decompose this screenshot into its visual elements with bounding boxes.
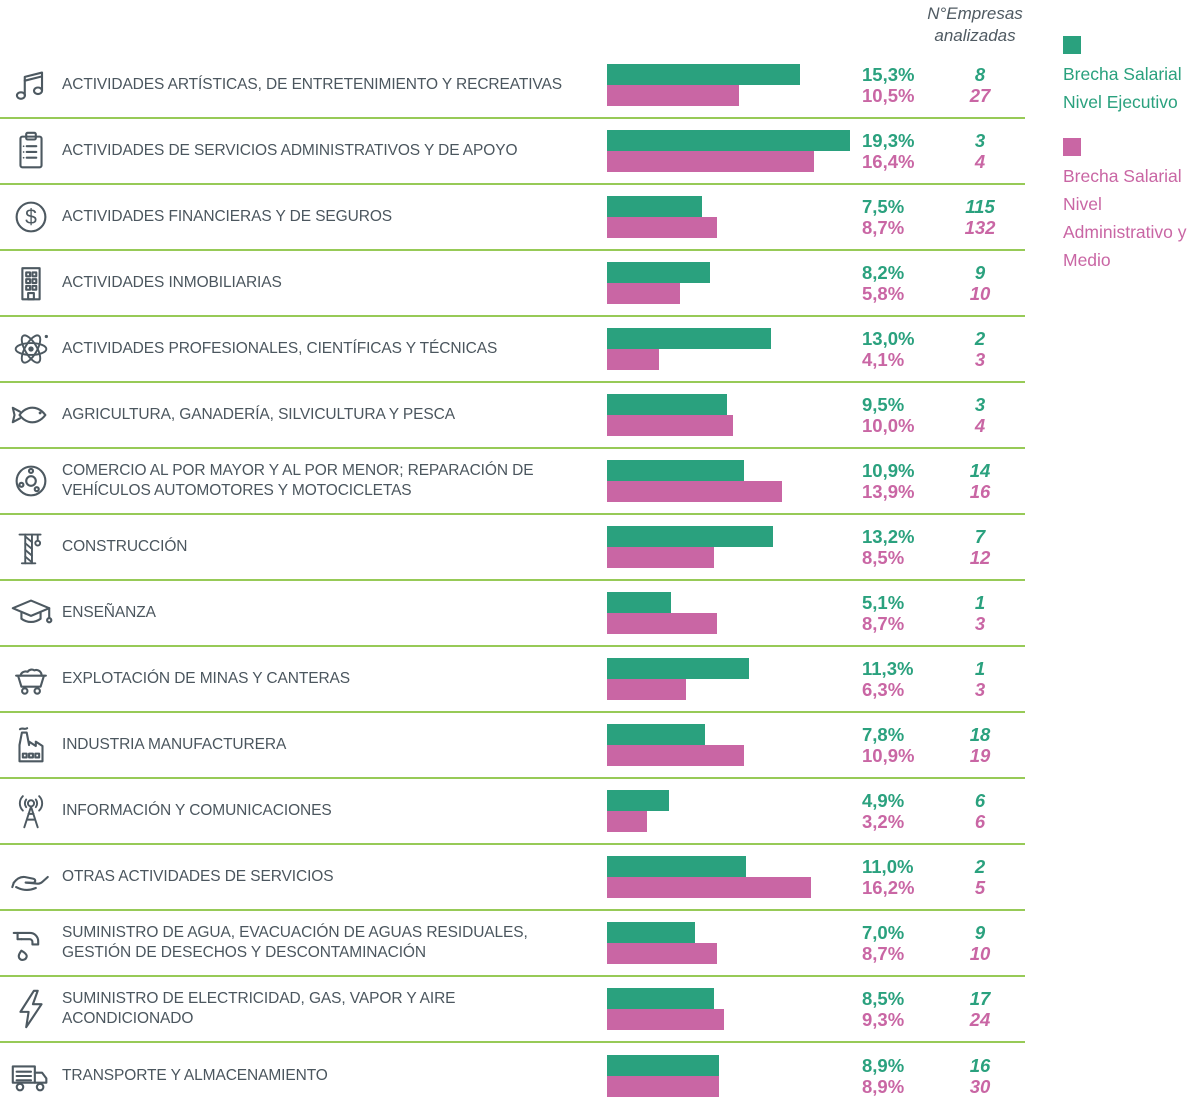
gap-values [857,922,935,965]
sector-label: SUMINISTRO DE ELECTRICIDAD, GAS, VAPOR Y AIRE ACONDICIONADO [62,989,456,1027]
admin-gap-value: 5,8% [862,283,905,304]
exec-companies: 9 [974,261,986,283]
antenna-icon [8,788,54,834]
exec-gap-value: 11,0% [862,855,914,877]
exec-gap-value: 8,9% [862,1054,905,1076]
lightning-icon [8,986,54,1032]
legend [1063,36,1200,274]
sector-icon-slot [0,986,62,1032]
admin-bar [607,745,744,766]
exec-companies: 16 [969,1054,991,1076]
exec-bar [607,328,771,349]
sector-icon-slot [0,1053,62,1099]
clipboard-icon [8,128,54,174]
bar-group [607,130,857,172]
sector-row [0,449,1025,515]
admin-bar [607,811,647,832]
admin-gap-value: 16,4% [862,151,915,172]
bar-group [607,328,857,370]
sector-icon-slot [0,458,62,504]
companies-values [935,262,1025,305]
bar-group [607,922,857,964]
admin-companies: 27 [969,85,991,106]
sector-row [0,53,1025,119]
admin-gap-value: 10,9% [862,745,915,766]
admin-companies: 24 [969,1009,991,1030]
sector-label: OTRAS ACTIVIDADES DE SERVICIOS [62,867,334,885]
bar-group [607,460,857,502]
music-note-icon [8,62,54,108]
exec-companies: 14 [969,459,991,481]
companies-values [935,130,1025,173]
sector-row [0,515,1025,581]
admin-gap-value: 10,0% [862,415,915,436]
companies-values [935,724,1025,767]
building-icon [8,260,54,306]
admin-companies: 16 [969,481,991,502]
sector-label: INDUSTRIA MANUFACTURERA [62,735,287,753]
companies-values [935,856,1025,899]
admin-bar [607,283,680,304]
exec-gap-value: 15,3% [862,63,915,85]
sector-rows [0,53,1025,1109]
sector-row [0,1043,1025,1109]
sector-label: ACTIVIDADES FINANCIERAS Y DE SEGUROS [62,207,393,225]
sector-icon-slot [0,392,62,438]
companies-header-line1: N°Empresas [927,4,1023,23]
exec-companies: 17 [969,987,991,1009]
gap-values [857,724,935,767]
admin-bar [607,679,686,700]
sector-icon-slot [0,854,62,900]
companies-values [935,922,1025,965]
admin-companies: 10 [969,283,991,304]
companies-values [935,64,1025,107]
graduation-cap-icon [8,590,54,636]
exec-bar [607,394,727,415]
sector-icon-slot [0,128,62,174]
exec-bar [607,526,773,547]
fish-icon [8,392,54,438]
admin-companies: 5 [974,877,986,898]
companies-header [905,3,1045,47]
crane-icon [8,524,54,570]
sector-label: ACTIVIDADES PROFESIONALES, CIENTÍFICAS Y TÉCNICAS [62,339,498,357]
admin-gap-value: 9,3% [862,1009,905,1030]
legend-swatch-administrative [1063,138,1081,156]
factory-icon [8,722,54,768]
bar-group [607,394,857,436]
companies-values [935,790,1025,833]
companies-values [935,988,1025,1031]
exec-bar [607,658,749,679]
exec-bar [607,988,714,1009]
admin-companies: 4 [974,151,986,172]
admin-gap-value: 8,5% [862,547,905,568]
hand-icon [8,854,54,900]
sector-label: TRANSPORTE Y ALMACENAMIENTO [62,1066,328,1084]
admin-companies: 132 [964,217,996,238]
exec-companies: 115 [965,195,995,217]
exec-gap-value: 7,8% [862,723,905,745]
exec-gap-value: 7,0% [862,921,905,943]
bar-group [607,526,857,568]
bar-group [607,1055,857,1097]
admin-bar [607,481,782,502]
admin-companies: 12 [969,547,991,568]
admin-companies: 4 [974,415,986,436]
exec-bar [607,922,695,943]
sector-row [0,383,1025,449]
faucet-drop-icon [8,920,54,966]
gap-values [857,1055,935,1098]
legend-swatch-executive [1063,36,1081,54]
admin-bar [607,547,714,568]
sector-row [0,647,1025,713]
exec-bar [607,790,669,811]
exec-gap-value: 4,9% [862,789,905,811]
exec-companies: 7 [974,525,986,547]
admin-gap-value: 10,5% [862,85,915,106]
admin-bar [607,151,814,172]
companies-values [935,658,1025,701]
exec-bar [607,64,800,85]
admin-gap-value: 8,7% [862,217,905,238]
atom-icon [8,326,54,372]
gap-values [857,790,935,833]
admin-gap-value: 13,9% [862,481,915,502]
admin-gap-value: 16,2% [862,877,915,898]
sector-label: ACTIVIDADES DE SERVICIOS ADMINISTRATIVOS Y DE APOYO [62,141,518,159]
admin-companies: 30 [969,1076,991,1097]
exec-gap-value: 19,3% [862,129,915,151]
gap-values [857,592,935,635]
admin-bar [607,85,739,106]
exec-companies: 3 [974,129,986,151]
admin-bar [607,943,717,964]
legend-item-administrative [1063,138,1200,274]
gap-values [857,328,935,371]
sector-icon-slot [0,260,62,306]
gap-values [857,856,935,899]
sector-icon-slot [0,788,62,834]
exec-bar [607,130,850,151]
dollar-circle-icon [8,194,54,240]
companies-values [935,196,1025,239]
exec-bar [607,262,710,283]
admin-gap-value: 8,9% [862,1076,905,1097]
gap-values [857,526,935,569]
wheel-icon [8,458,54,504]
bar-group [607,262,857,304]
admin-companies: 6 [974,811,986,832]
exec-companies: 2 [974,327,986,349]
companies-header-line2: analizadas [934,26,1016,45]
exec-companies: 1 [974,591,986,613]
bar-group [607,64,857,106]
exec-gap-value: 13,0% [862,327,915,349]
exec-gap-value: 11,3% [862,657,914,679]
admin-gap-value: 8,7% [862,943,905,964]
admin-bar [607,415,733,436]
sector-label: ACTIVIDADES INMOBILIARIAS [62,273,282,291]
admin-bar [607,1076,719,1097]
gap-values [857,658,935,701]
bar-group [607,988,857,1030]
exec-companies: 9 [974,921,986,943]
exec-bar [607,1055,719,1076]
sector-row [0,845,1025,911]
sector-label: AGRICULTURA, GANADERÍA, SILVICULTURA Y PESCA [62,405,455,423]
sector-label: COMERCIO AL POR MAYOR Y AL POR MENOR; REPARACIÓN DE VEHÍCULOS AUTOMOTORES Y MOTOCICLETAS [62,461,534,499]
sector-label: INFORMACIÓN Y COMUNICACIONES [62,801,332,819]
companies-values [935,1055,1025,1098]
sector-row [0,119,1025,185]
gap-values [857,64,935,107]
mine-cart-icon [8,656,54,702]
sector-label: SUMINISTRO DE AGUA, EVACUACIÓN DE AGUAS RESIDUALES, GESTIÓN DE DESECHOS Y DESCONTAMINACIÓN [62,923,528,961]
bar-group [607,790,857,832]
exec-companies: 6 [974,789,986,811]
admin-bar [607,877,811,898]
sector-icon-slot [0,656,62,702]
exec-gap-value: 8,2% [862,261,905,283]
sector-label: CONSTRUCCIÓN [62,537,188,555]
sector-row [0,779,1025,845]
sector-icon-slot [0,524,62,570]
admin-companies: 19 [969,745,991,766]
admin-gap-value: 4,1% [862,349,905,370]
sector-icon-slot [0,920,62,966]
exec-companies: 2 [974,855,986,877]
sector-label: EXPLOTACIÓN DE MINAS Y CANTERAS [62,669,351,687]
gap-values [857,262,935,305]
gap-values [857,988,935,1031]
gap-values [857,394,935,437]
sector-icon-slot [0,722,62,768]
companies-values [935,526,1025,569]
sector-row [0,911,1025,977]
sector-icon-slot [0,62,62,108]
bar-group [607,196,857,238]
exec-companies: 1 [974,657,986,679]
exec-companies: 18 [969,723,991,745]
gap-values [857,460,935,503]
exec-gap-value: 9,5% [862,393,905,415]
admin-companies: 3 [974,679,986,700]
svg-text:$: $ [25,206,37,230]
sector-row [0,185,1025,251]
bar-group [607,592,857,634]
admin-gap-value: 3,2% [862,811,905,832]
companies-values [935,394,1025,437]
sector-row [0,713,1025,779]
bar-group [607,724,857,766]
admin-bar [607,217,717,238]
legend-item-executive [1063,36,1200,116]
exec-bar [607,724,705,745]
sector-icon-slot [0,194,62,240]
exec-gap-value: 8,5% [862,987,905,1009]
companies-values [935,592,1025,635]
legend-label-administrative: Brecha Salarial Nivel Administrativo y Medio [1063,166,1187,270]
gap-values [857,130,935,173]
exec-bar [607,196,702,217]
exec-gap-value: 13,2% [862,525,915,547]
sector-row [0,317,1025,383]
bar-group [607,658,857,700]
admin-gap-value: 8,7% [862,613,905,634]
exec-bar [607,460,744,481]
sector-label: ACTIVIDADES ARTÍSTICAS, DE ENTRETENIMIENTO Y RECREATIVAS [62,75,562,93]
exec-gap-value: 10,9% [862,459,915,481]
sector-icon-slot [0,590,62,636]
legend-label-executive: Brecha Salarial Nivel Ejecutivo [1063,64,1182,112]
admin-companies: 10 [969,943,991,964]
exec-gap-value: 7,5% [862,195,905,217]
sector-label: ENSEÑANZA [62,603,156,621]
gap-values [857,196,935,239]
admin-bar [607,349,659,370]
admin-bar [607,613,717,634]
companies-values [935,328,1025,371]
admin-companies: 3 [974,349,986,370]
truck-icon [8,1053,54,1099]
exec-bar [607,856,746,877]
sector-icon-slot [0,326,62,372]
exec-companies: 8 [974,63,986,85]
sector-row [0,581,1025,647]
admin-companies: 3 [974,613,986,634]
exec-bar [607,592,671,613]
exec-gap-value: 5,1% [862,591,905,613]
sector-row [0,977,1025,1043]
admin-bar [607,1009,724,1030]
sector-row [0,251,1025,317]
companies-values [935,460,1025,503]
admin-gap-value: 6,3% [862,679,905,700]
bar-group [607,856,857,898]
exec-companies: 3 [974,393,986,415]
